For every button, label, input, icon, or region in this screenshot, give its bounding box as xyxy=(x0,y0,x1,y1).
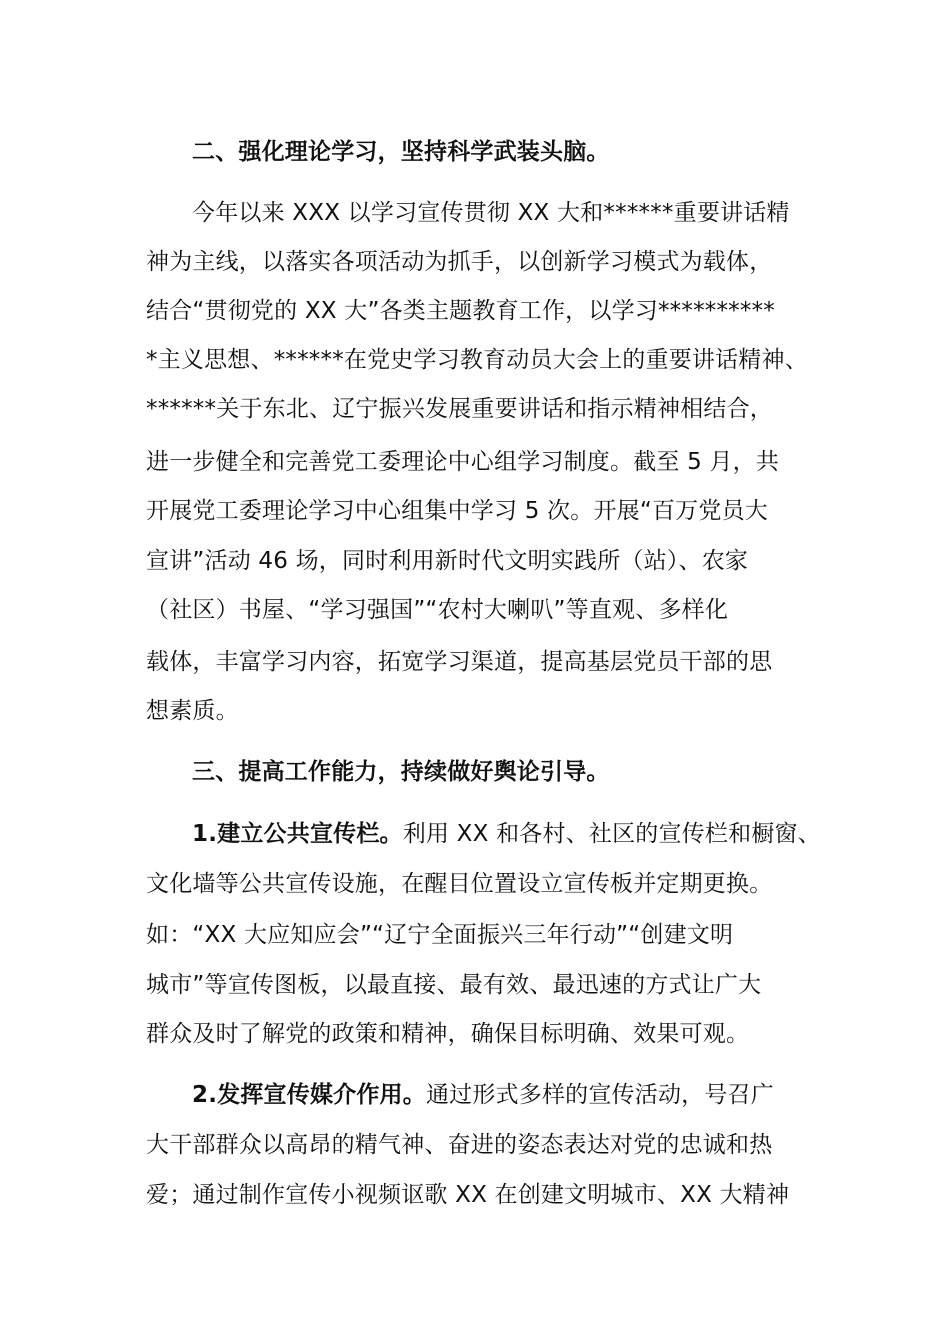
paragraph-line: 想素质。 xyxy=(146,698,239,724)
paragraph-line: 文化墙等公共宣传设施，在醒目位置设立宣传板并定期更换。 xyxy=(146,871,773,897)
paragraph-line: 群众及时了解党的政策和精神，确保目标明确、效果可观。 xyxy=(146,1021,750,1047)
item-2-first-text: 通过形式多样的宣传活动，号召广 xyxy=(425,1082,774,1108)
paragraph-line: *主义思想、******在党史学习教育动员大会上的重要讲话精神、 xyxy=(146,347,808,373)
paragraph-line: 宣讲”活动 46 场，同时利用新时代文明实践所（站）、农家 xyxy=(146,548,749,574)
section-3-heading: 三、提高工作能力，持续做好舆论引导。 xyxy=(192,759,610,785)
paragraph-line: 结合“贯彻党的 XX 大”各类主题教育工作，以学习********** xyxy=(146,298,775,324)
paragraph-line: 爱；通过制作宣传小视频讴歌 XX 在创建文明城市、XX 大精神 xyxy=(146,1182,790,1208)
item-1-first-line xyxy=(192,819,821,849)
item-1-first-text: 利用 XX 和各村、社区的宣传栏和橱窗、 xyxy=(402,821,821,847)
item-2-title: 2.发挥宣传媒介作用。 xyxy=(192,1082,426,1108)
paragraph-line: ******关于东北、辽宁振兴发展重要讲话和指示精神相结合， xyxy=(146,396,773,422)
paragraph-line: 进一步健全和完善党工委理论中心组学习制度。截至 5 月，共 xyxy=(146,449,780,475)
paragraph-line: 大干部群众以高昂的精气神、奋进的姿态表达对党的忠诚和热 xyxy=(146,1132,773,1158)
section-2-heading: 二、强化理论学习，坚持科学武装头脑。 xyxy=(192,139,610,165)
paragraph-line: 如：“XX 大应知应会”“辽宁全面振兴三年行动”“创建文明 xyxy=(146,922,734,948)
paragraph-line: 开展党工委理论学习中心组集中学习 5 次。开展“百万党员大 xyxy=(146,498,768,524)
item-1-title: 1.建立公共宣传栏。 xyxy=(192,821,403,847)
paragraph-line: 载体，丰富学习内容，拓宽学习渠道，提高基层党员干部的思 xyxy=(146,649,773,675)
paragraph-line: （社区）书屋、“学习强国”“农村大喇叭”等直观、多样化 xyxy=(146,597,729,623)
paragraph-line: 今年以来 XXX 以学习宣传贯彻 XX 大和******重要讲话精 xyxy=(192,200,790,226)
paragraph-line: 城市”等宣传图板，以最直接、最有效、最迅速的方式让广大 xyxy=(146,972,762,998)
item-2-first-line xyxy=(192,1080,774,1110)
paragraph-line: 神为主线，以落实各项活动为抓手，以创新学习模式为载体， xyxy=(146,249,773,275)
